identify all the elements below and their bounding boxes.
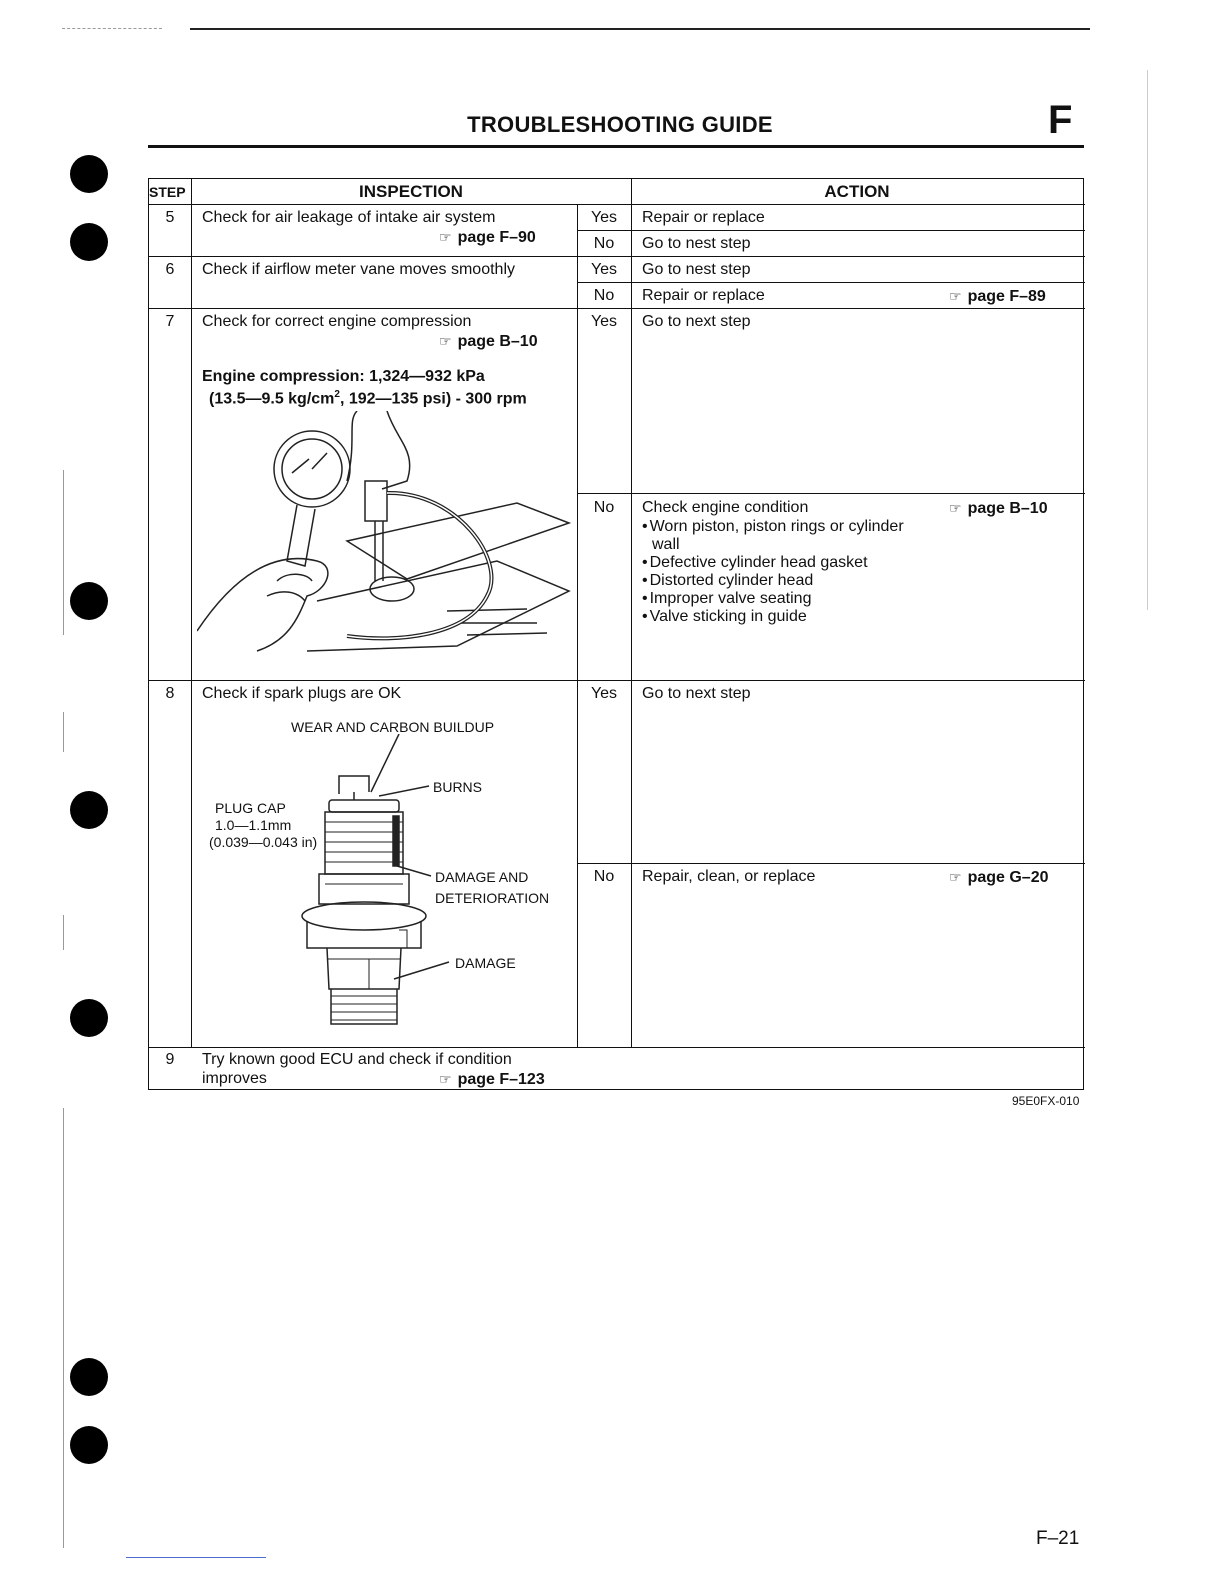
pointing-hand-icon: ☞ (949, 869, 962, 885)
page-title: TROUBLESHOOTING GUIDE (467, 112, 773, 137)
document-code: 95E0FX-010 (1012, 1094, 1080, 1108)
page-reference: ☞ page F–90 (439, 229, 536, 246)
header-step: STEP (149, 184, 186, 200)
result-label: Yes (590, 209, 618, 226)
section-letter: F (1048, 98, 1073, 142)
left-margin-line (63, 1108, 64, 1548)
binder-hole (70, 582, 108, 620)
page-number: F–21 (1036, 1528, 1080, 1549)
action-text: Go to next step (642, 313, 751, 330)
page-reference: ☞ page G–20 (949, 869, 1049, 886)
page-reference: ☞ page B–10 (949, 500, 1048, 517)
compression-gauge-illustration (197, 411, 573, 676)
result-label: No (593, 499, 615, 516)
result-label: No (593, 235, 615, 252)
title-rule (148, 145, 1084, 148)
result-label: Yes (590, 261, 618, 278)
inspection-text: improves (202, 1070, 267, 1087)
result-label: Yes (590, 685, 618, 702)
right-margin-line (1147, 70, 1148, 610)
list-item: • Defective cylinder head gasket (642, 554, 904, 572)
step-number: 7 (165, 313, 175, 330)
troubleshooting-table (148, 178, 1084, 1090)
binder-hole (70, 999, 108, 1037)
pointing-hand-icon: ☞ (439, 1071, 452, 1087)
top-rule (190, 28, 1090, 30)
binder-hole (70, 223, 108, 261)
spark-plug-illustration (299, 734, 559, 1039)
list-item: • Valve sticking in guide (642, 608, 904, 626)
page-reference: ☞ page B–10 (439, 333, 538, 350)
binder-hole (70, 1358, 108, 1396)
engine-condition-list (642, 518, 904, 626)
binder-hole (70, 155, 108, 193)
list-item: • Improper valve seating (642, 590, 904, 608)
inspection-text: Check if airflow meter vane moves smoothly (202, 261, 515, 278)
action-text: Repair, clean, or replace (642, 868, 816, 885)
binder-hole (70, 791, 108, 829)
step-number: 9 (165, 1051, 175, 1068)
left-margin-line (63, 712, 64, 752)
list-item: wall (652, 536, 680, 553)
action-text: Go to next step (642, 685, 751, 702)
list-item: • Distorted cylinder head (642, 572, 904, 590)
figure-label: BURNS (433, 779, 483, 795)
figure-label: 1.0—1.1mm (215, 817, 292, 833)
inspection-text: Try known good ECU and check if condition (202, 1051, 512, 1068)
page-reference: ☞ page F–123 (439, 1071, 545, 1088)
figure-label: DAMAGE AND (435, 869, 529, 885)
step-number: 6 (165, 261, 175, 278)
figure-label: PLUG CAP (215, 800, 286, 816)
inspection-text: Check for correct engine compression (202, 313, 472, 330)
pointing-hand-icon: ☞ (439, 333, 452, 349)
inspection-text: Check for air leakage of intake air system (202, 209, 496, 226)
inspection-text: Check if spark plugs are OK (202, 685, 402, 702)
header-action: ACTION (824, 182, 890, 201)
result-label: No (593, 868, 615, 885)
action-text: Repair or replace (642, 209, 765, 226)
top-dashed-rule (62, 28, 162, 29)
step-number: 8 (165, 685, 175, 702)
bottom-underline (126, 1557, 266, 1558)
list-item: • Worn piston, piston rings or cylinder (642, 518, 904, 536)
figure-label: WEAR AND CARBON BUILDUP (291, 719, 495, 735)
result-label: No (593, 287, 615, 304)
pointing-hand-icon: ☞ (949, 288, 962, 304)
result-label: Yes (590, 313, 618, 330)
figure-label: (0.039—0.043 in) (209, 834, 318, 850)
action-text: Repair or replace (642, 287, 765, 304)
left-margin-line (63, 470, 64, 635)
left-margin-line (63, 915, 64, 950)
binder-hole (70, 1426, 108, 1464)
page-reference: ☞ page F–89 (949, 288, 1046, 305)
compression-spec: (13.5—9.5 $kg/cm^2$, 192—135 psi) - 300 rpm (209, 389, 527, 408)
compression-spec: Engine compression: 1,324—932 kPa (202, 368, 485, 385)
pointing-hand-icon: ☞ (439, 229, 452, 245)
action-text: Go to nest step (642, 261, 751, 278)
action-text: Check engine condition (642, 499, 809, 516)
action-text: Go to nest step (642, 235, 751, 252)
figure-label: DETERIORATION (435, 890, 550, 906)
header-inspection: INSPECTION (359, 182, 463, 201)
step-number: 5 (165, 209, 175, 226)
figure-label: DAMAGE (455, 955, 516, 971)
pointing-hand-icon: ☞ (949, 500, 962, 516)
